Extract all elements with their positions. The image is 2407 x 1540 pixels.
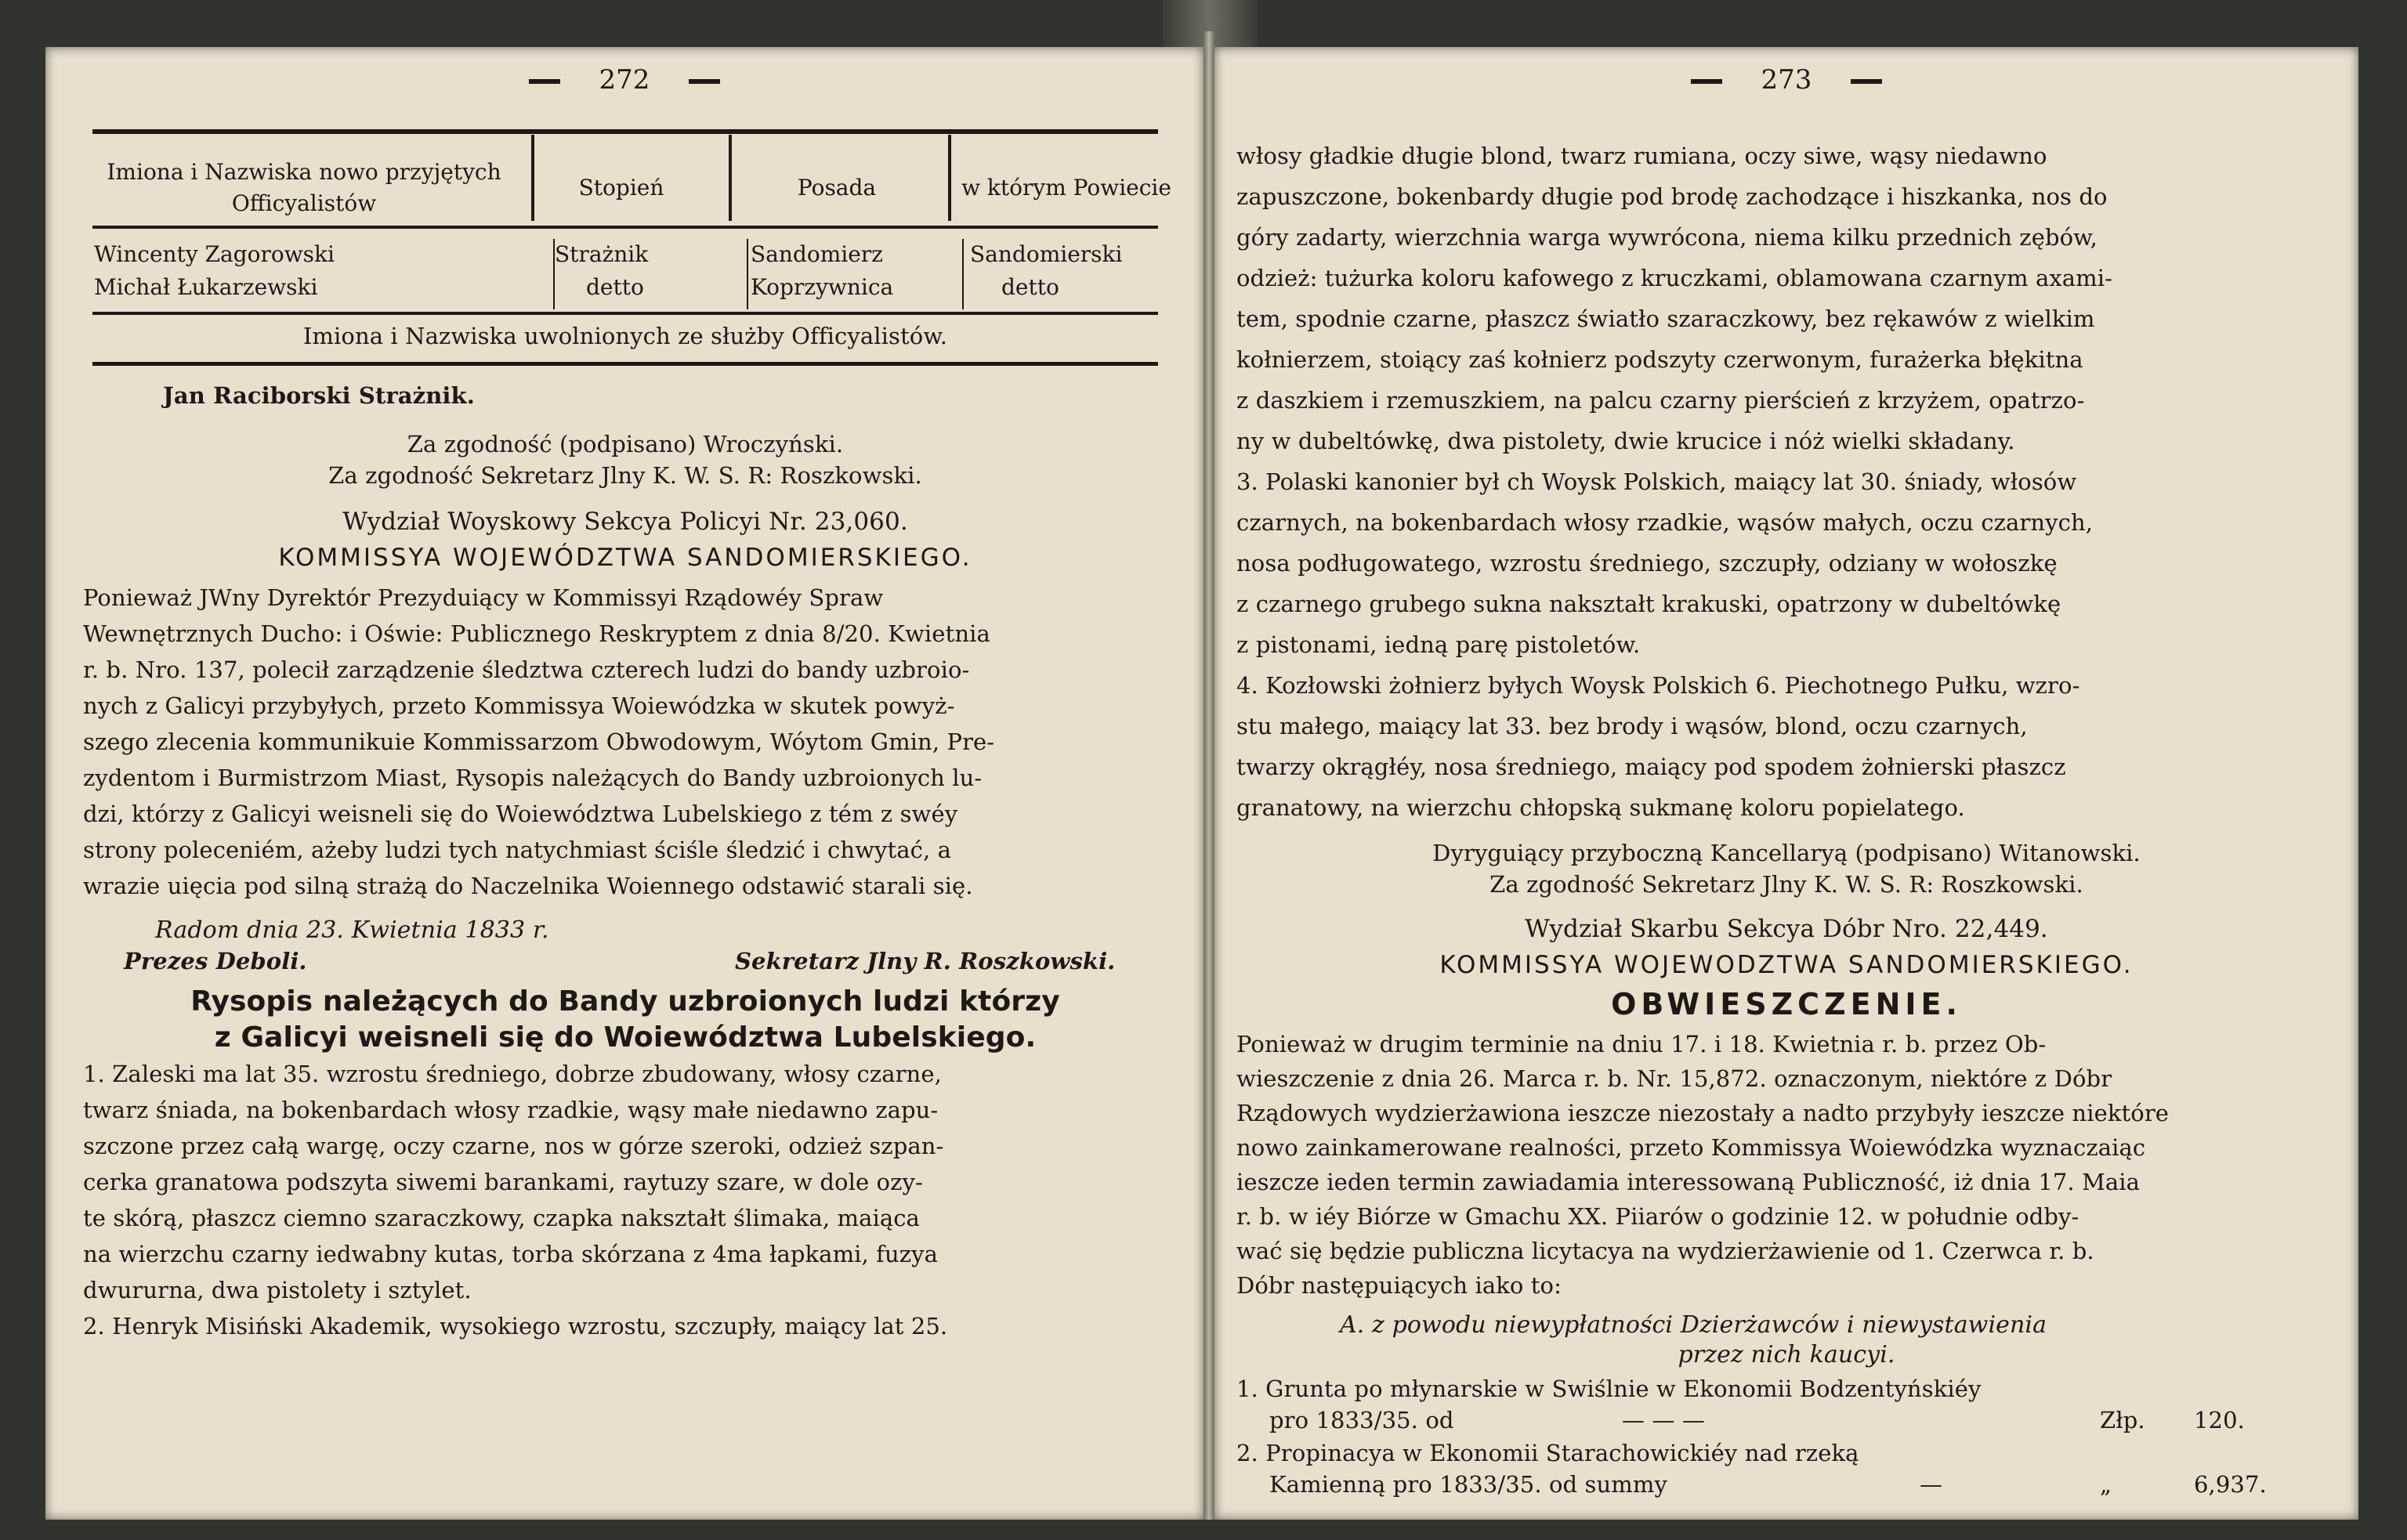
right-department: Wydział Skarbu Sekcya Dóbr Nro. 22,449.	[1525, 915, 2048, 943]
right-line: włosy gładkie długie blond, twarz rumiana, oczy siwe, wąsy niedawno	[1236, 143, 2047, 169]
table-cell: Sandomierz	[751, 241, 883, 267]
right-line: zapuszczone, bokenbardy długie pod brodę zachodzące i hiszkanka, nos do	[1236, 183, 2108, 210]
body-line: strony poleceniém, ażeby ludzi tych natychmiast ściśle śledzić i chwytać, a	[83, 837, 952, 863]
sub-heading-a-1: A. z powodu niewypłatności Dzierżawców i niewystawienia	[1340, 1311, 2047, 1339]
table-vrule	[553, 239, 555, 309]
table-cell: detto	[1001, 274, 1059, 300]
table-bottom-rule	[92, 362, 1158, 366]
rysopis-title-1: Rysopis należących do Bandy uzbroionych ludzi którzy	[190, 985, 1060, 1018]
table-cell: Strażnik	[555, 241, 649, 267]
body-line: Wewnętrznych Ducho: i Oświe: Publicznego Reskryptem z dnia 8/20. Kwietnia	[83, 620, 990, 647]
right-line: tem, spodnie czarne, płaszcz światło szaraczkowy, bez rękawów z wielkim	[1236, 305, 2095, 332]
right-line: twarzy okrągłéy, nosa średniego, maiący pod spodem żołnierski płaszcz	[1236, 754, 2066, 780]
rysopis-line: te skórą, płaszcz ciemno szaraczkowy, czapka nakształt ślimaka, maiąca	[83, 1205, 920, 1231]
announcement-title: OBWIESZCZENIE.	[1611, 987, 1962, 1021]
rysopis-title-2: z Galicyi weisneli się do Woiewództwa Lubelskiego.	[214, 1021, 1037, 1054]
table-header-rank: Stopień	[578, 175, 664, 201]
released-name: Jan Raciborski Strażnik.	[163, 382, 475, 409]
lot-2-value: 6,937.	[2194, 1471, 2267, 1498]
rysopis-line: na wierzchu czarny iedwabny kutas, torba skórzana z 4ma łapkami, fuzya	[83, 1241, 939, 1267]
body-line: wrazie uięcia pod silną strażą do Naczelnika Woiennego odstawić starali się.	[83, 873, 973, 899]
rysopis-line: 2. Henryk Misiński Akademik, wysokiego wzrostu, szczupły, maiący lat 25.	[83, 1313, 948, 1339]
president: Prezes Deboli.	[124, 948, 307, 974]
table-cell: Sandomierski	[970, 241, 1123, 267]
right-line: nosa podługowatego, wzrostu średniego, szczupły, odziany w wołoszkę	[1236, 550, 2058, 577]
lot-1-currency: Złp.	[2100, 1407, 2145, 1433]
commission-title: KOMMISSYA WOJEWÓDZTWA SANDOMIERSKIEGO.	[278, 544, 972, 572]
rysopis-line: cerka granatowa podszyta siwemi barankami, raytuzy szare, w dole ozy-	[83, 1169, 923, 1195]
lot-1-value: 120.	[2194, 1407, 2245, 1433]
body-line: szego zlecenia kommunikuie Kommissarzom Obwodowym, Wóytom Gmin, Pre-	[83, 728, 995, 755]
announcement-line: Dóbr następuiących iako to:	[1236, 1272, 1562, 1299]
announcement-line: wać się będzie publiczna licytacya na wydzierżawienie od 1. Czerwca r. b.	[1236, 1238, 2094, 1264]
page-number-right: 273	[1214, 64, 2358, 96]
table-cell: detto	[586, 274, 644, 300]
left-page	[45, 47, 1204, 1520]
rysopis-line: 1. Zaleski ma lat 35. wzrostu średniego, dobrze zbudowany, włosy czarne,	[83, 1061, 942, 1087]
right-line: 4. Kozłowski żołnierz byłych Woysk Polskich 6. Piechotnego Pułku, wzro-	[1236, 672, 2080, 699]
right-line: z daszkiem i rzemuszkiem, na palcu czarny pierścień z krzyżem, opatrzo-	[1236, 387, 2085, 414]
right-line: ny w dubeltówkę, dwa pistolety, dwie krucice i nóż wielki składany.	[1236, 428, 2015, 454]
table-header-names: Imiona i Nazwiska nowo przyjętych Officyalistów	[107, 159, 501, 216]
right-line: z pistonami, iedną parę pistoletów.	[1236, 631, 1641, 658]
right-line: czarnych, na bokenbardach włosy rzadkie, wąsów małych, oczu czarnych,	[1236, 509, 2094, 536]
lot-2-line-1: 2. Propinacya w Ekonomii Starachowickiéy nad rzeką	[1236, 1440, 1859, 1466]
rysopis-line: dwururna, dwa pistolety i sztylet.	[83, 1277, 472, 1303]
table-vrule	[531, 135, 534, 221]
table-header-rule	[92, 226, 1158, 229]
table-vrule	[729, 135, 732, 221]
body-line: r. b. Nro. 137, polecił zarządzenie śledztwa czterech ludzi do bandy uzbroio-	[83, 656, 970, 683]
announcement-line: r. b. w iéy Biórze w Gmachu XX. Piiarów o godzinie 12. w południe odby-	[1236, 1203, 2079, 1230]
right-line: 3. Polaski kanonier był ch Woysk Polskich, maiący lat 30. śniady, włosów	[1236, 468, 2077, 495]
lot-2-line-2: Kamienną pro 1833/35. od summy	[1269, 1471, 1667, 1498]
body-line: Ponieważ JWny Dyrektór Prezyduiący w Kommissyi Rządowéy Spraw	[83, 584, 884, 611]
right-line: stu małego, maiący lat 33. bez brody i wąsów, blond, oczu czarnych,	[1236, 713, 2028, 739]
announcement-line: Ponieważ w drugim terminie na dniu 17. i 18. Kwietnia r. b. przez Ob-	[1236, 1031, 2047, 1057]
announcement-line: wieszczenie z dnia 26. Marca r. b. Nr. 15,872. oznaczonym, niektóre z Dóbr	[1236, 1065, 2112, 1092]
table-rule	[92, 312, 1158, 315]
table-vrule	[747, 239, 748, 309]
book-gutter	[1204, 31, 1214, 1520]
place-date: Radom dnia 23. Kwietnia 1833 r.	[155, 916, 549, 944]
rysopis-line: twarz śniada, na bokenbardach włosy rzadkie, wąsy małe niedawno zapu-	[83, 1097, 939, 1123]
body-line: dzi, którzy z Galicyi weisneli się do Woiewództwa Lubelskiego z tém z swéy	[83, 801, 958, 827]
body-line: zydentom i Burmistrzom Miast, Rysopis należących do Bandy uzbroionych lu-	[83, 765, 983, 791]
signature-1: Za zgodność (podpisano) Wroczyński.	[407, 431, 844, 457]
signature-2: Za zgodność Sekretarz Jlny K. W. S. R: Roszkowski.	[328, 462, 922, 489]
department: Wydział Woyskowy Sekcya Policyi Nr. 23,060.	[342, 508, 908, 536]
body-line: nych z Galicyi przybyłych, przeto Kommissya Woiewódzka w skutek powyż-	[83, 692, 955, 719]
right-signature-1: Dyryguiący przyboczną Kancellaryą (podpisano) Witanowski.	[1432, 840, 2141, 866]
released-header: Imiona i Nazwiska uwolnionych ze służby Officyalistów.	[302, 323, 948, 349]
right-signature-2: Za zgodność Sekretarz Jlny K. W. S. R: Roszkowski.	[1489, 871, 2083, 898]
table-vrule	[962, 239, 964, 309]
secretary: Sekretarz Jlny R. Roszkowski.	[735, 948, 1116, 974]
page-number-left: 272	[45, 64, 1204, 96]
right-page	[1214, 47, 2358, 1520]
lot-1-dashes: — — —	[1622, 1407, 1705, 1433]
lot-2-dashes: —	[1920, 1471, 1943, 1498]
lot-1-line-1: 1. Grunta po młynarskie w Swiślnie w Ekonomii Bodzentyńskiéy	[1236, 1376, 1982, 1402]
right-line: góry zadarty, wierzchnia warga wywrócona, niema kilku przednich zębów,	[1236, 224, 2098, 251]
sub-heading-a-2: przez nich kaucyi.	[1678, 1341, 1895, 1368]
table-cell: Koprzywnica	[751, 274, 894, 300]
right-line: granatowy, na wierzchu chłopską sukmanę koloru popielatego.	[1236, 794, 1965, 821]
right-line: z czarnego grubego sukna nakształt krakuski, opatrzony w dubeltówkę	[1236, 591, 2061, 617]
table-cell: Wincenty Zagorowski	[94, 241, 335, 267]
announcement-line: Rządowych wydzierżawiona ieszcze niezostały a nadto przybyły ieszcze niektóre	[1236, 1100, 2170, 1126]
table-header-district: w którym Powiecie	[961, 175, 1171, 201]
announcement-line: nowo zainkamerowane realności, przeto Kommissya Woiewódzka wyznaczaiąc	[1236, 1134, 2146, 1161]
right-line: odzież: tużurka koloru kafowego z kruczkami, oblamowana czarnym axami-	[1236, 265, 2113, 291]
right-line: kołnierzem, stoiący zaś kołnierz podszyty czerwonym, furażerka błękitna	[1236, 346, 2083, 373]
table-vrule	[948, 135, 951, 221]
lot-2-currency: „	[2100, 1471, 2112, 1498]
right-commission-title: KOMMISSYA WOJEWODZTWA SANDOMIERSKIEGO.	[1439, 951, 2134, 979]
table-top-rule	[92, 129, 1158, 134]
lot-1-line-2: pro 1833/35. od	[1269, 1407, 1454, 1433]
rysopis-line: szczone przez całą wargę, oczy czarne, nos w górze szeroki, odzież szpan-	[83, 1133, 944, 1159]
table-header-post: Posada	[797, 175, 877, 201]
announcement-line: ieszcze ieden termin zawiadamia interessowaną Publiczność, iż dnia 17. Maia	[1236, 1169, 2141, 1195]
table-cell: Michał Łukarzewski	[94, 274, 318, 300]
